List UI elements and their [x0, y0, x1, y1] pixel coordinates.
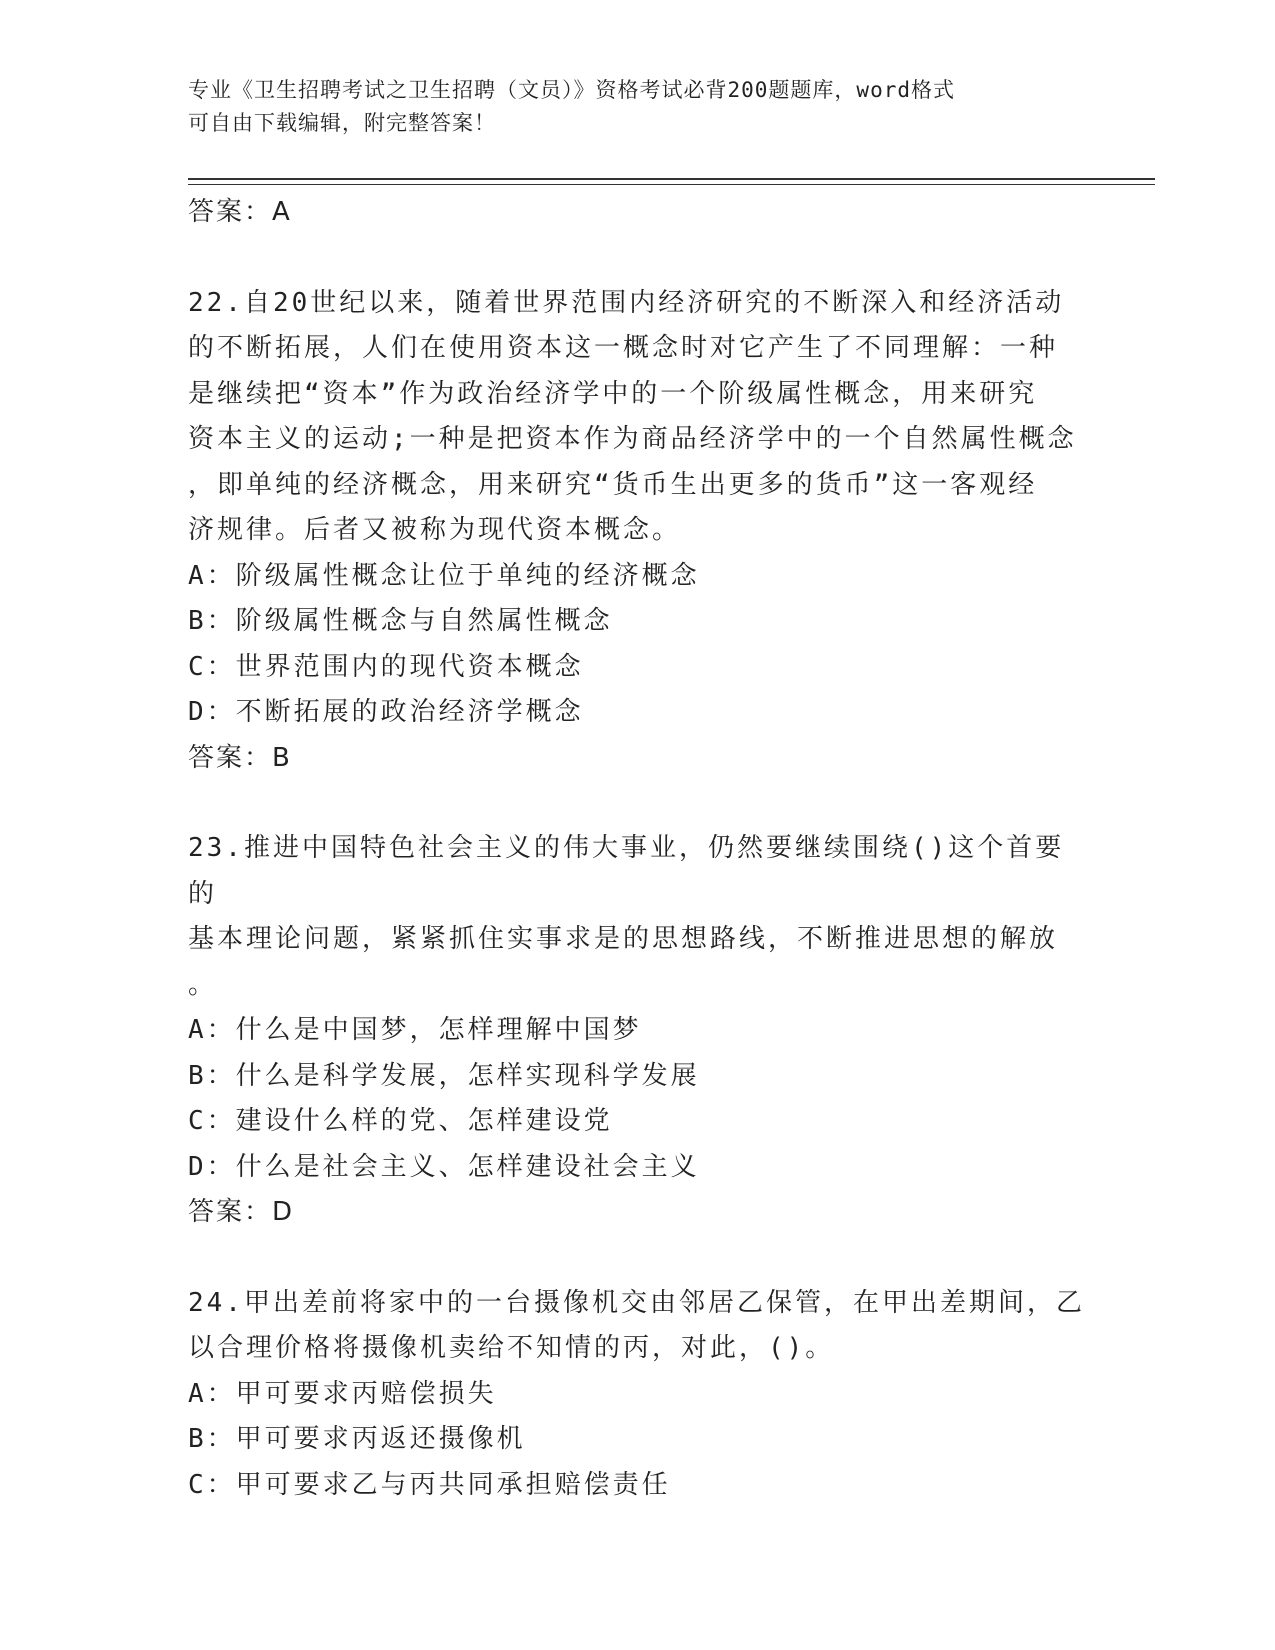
option-a: A：什么是中国梦，怎样理解中国梦: [188, 1015, 642, 1045]
question-22-line: 的不断拓展，人们在使用资本这一概念时对它产生了不同理解：一种: [188, 333, 1059, 363]
option-b: B：什么是科学发展，怎样实现科学发展: [188, 1060, 700, 1091]
question-24-line: 以合理价格将摄像机卖给不知情的丙，对此，()。: [188, 1333, 835, 1363]
option-d: D：什么是社会主义、怎样建设社会主义: [188, 1151, 700, 1182]
option-b: B：甲可要求丙返还摄像机: [188, 1424, 526, 1454]
question-23-line: 23.推进中国特色社会主义的伟大事业，仍然要继续围绕()这个首要的: [188, 833, 1065, 909]
header-line-1: 专业《卫生招聘考试之卫生招聘（文员）》资格考试必背200题题库，word格式: [188, 78, 955, 102]
question-24-line: 24.甲出差前将家中的一台摄像机交由邻居乙保管，在甲出差期间，乙: [188, 1287, 1085, 1318]
answer-previous: 答案：A: [188, 197, 292, 227]
question-23: [188, 826, 1088, 1236]
option-b: B：阶级属性概念与自然属性概念: [188, 606, 613, 636]
question-23-line: 基本理论问题，紧紧抓住实事求是的思想路线，不断推进思想的解放: [188, 924, 1059, 954]
question-24: [188, 1281, 1088, 1509]
answer-22: 答案：B: [188, 742, 292, 773]
option-a: A：甲可要求丙赔偿损失: [188, 1378, 497, 1409]
question-content: [188, 190, 1088, 1508]
option-c: C：世界范围内的现代资本概念: [188, 651, 584, 682]
question-22: [188, 281, 1088, 782]
question-23-line: 。: [188, 969, 218, 1000]
question-22-line: 是继续把“资本”作为政治经济学中的一个阶级属性概念，用来研究: [188, 378, 1038, 409]
header-rule-thick: [188, 178, 1155, 180]
question-22-line: 22.自20世纪以来，随着世界范围内经济研究的不断深入和经济活动: [188, 287, 1065, 318]
option-d: D：不断拓展的政治经济学概念: [188, 697, 584, 727]
question-22-line: ，即单纯的经济概念，用来研究“货币生出更多的货币”这一客观经: [188, 469, 1038, 500]
answer-23: 答案：D: [188, 1197, 295, 1227]
header-rule-thin: [188, 184, 1155, 185]
header-line-2: 可自由下载编辑，附完整答案！: [188, 111, 496, 135]
document-header: [188, 74, 1068, 140]
question-22-line: 资本主义的运动;一种是把资本作为商品经济学中的一个自然属性概念: [188, 424, 1077, 454]
option-a: A：阶级属性概念让位于单纯的经济概念: [188, 560, 700, 591]
question-22-line: 济规律。后者又被称为现代资本概念。: [188, 515, 682, 545]
option-c: C：建设什么样的党、怎样建设党: [188, 1106, 613, 1136]
option-c: C：甲可要求乙与丙共同承担赔偿责任: [188, 1469, 671, 1500]
